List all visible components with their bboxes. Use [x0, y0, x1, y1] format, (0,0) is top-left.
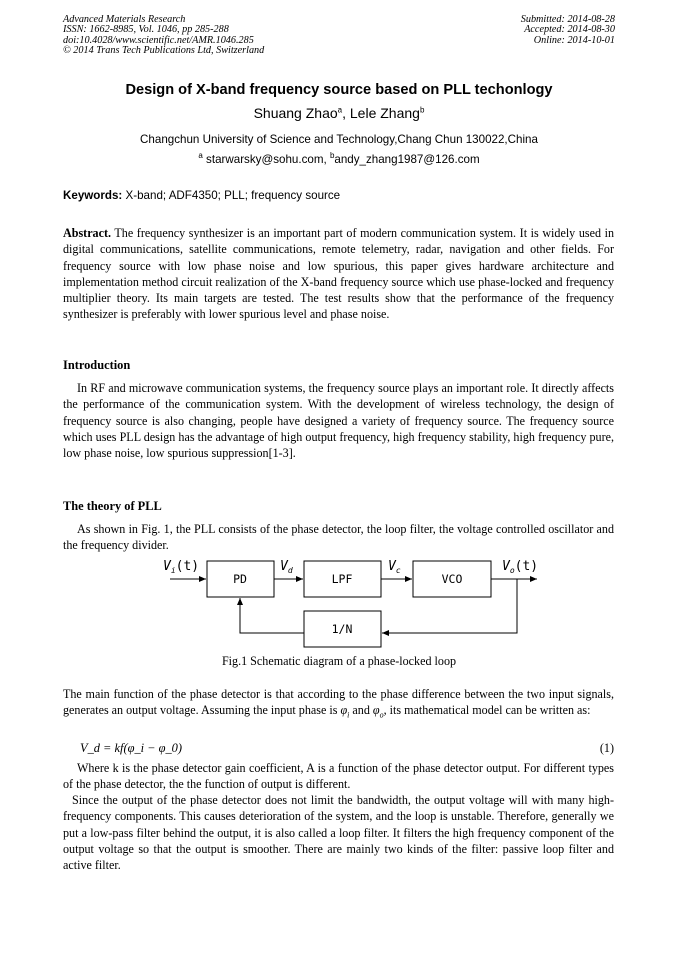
phi-i-sub: i: [347, 710, 350, 720]
affiliation: Changchun University of Science and Technology,Chang Chun 130022,China: [140, 133, 538, 146]
vo-arg: (t): [514, 559, 539, 574]
email-a[interactable]: starwarsky@sohu.com,: [202, 153, 330, 166]
phi-o: φ: [372, 703, 380, 718]
vo-signal-label: [502, 559, 538, 575]
journal-copyright: © 2014 Trans Tech Publications Ltd, Switzerland: [63, 45, 265, 57]
equation-number: (1): [599, 741, 614, 755]
introduction-text: In RF and microwave communication systems, the frequency source plays an important role. It directly affects the performance of the communication system. With the development of wireless technology, the design of frequency source is also changing, people have designed a variety of frequency source. The frequency source which uses PLL design has the advantage of high output frequency, high frequency stability, high frequency pure, low phase noise, low spurious suppression[1-3].: [63, 381, 614, 461]
journal-issn: ISSN: 1662-8985, Vol. 1046, pp 285-288: [63, 24, 229, 36]
phi-o-sub: o: [379, 710, 384, 720]
p1-after: , its mathematical model can be written as:: [383, 703, 591, 718]
submitted-date: Submitted: 2014-08-28: [520, 14, 615, 25]
author-2: Lele Zhang: [349, 105, 420, 121]
keywords-text: X-band; ADF4350; PLL; frequency source: [122, 189, 341, 202]
vd-signal-label: [280, 559, 293, 575]
abstract-text: The frequency synthesizer is an important part of modern communication system. It is widely used in digital communications, satellite communications, remote telemetry, radar, navigation and other fields. For frequency source with low phase noise and low spurious, this paper gives hardware architecture and implementation method circuit realization of the X-band frequency source which use phase-locked and frequency multiplier theory. Its main targets are tested. The test results show that the performance of the frequency synthesizer is preferably with lower spurious level and phase noise.: [63, 226, 614, 322]
vco-label: VCO: [441, 572, 463, 586]
vd-sub: d: [287, 566, 293, 575]
introduction-heading: Introduction: [63, 358, 131, 372]
phase-detector-paragraph: [63, 686, 614, 724]
journal-name: Advanced Materials Research: [63, 14, 186, 25]
phi-i: φ: [340, 703, 348, 718]
author-1: Shuang Zhao: [253, 105, 338, 121]
online-date: Online: 2014-10-01: [533, 34, 615, 46]
vi-arg: (t): [175, 559, 200, 574]
accepted-date: Accepted: 2014-08-30: [524, 24, 615, 36]
and-word: and: [349, 703, 373, 718]
abstract-label: Abstract.: [63, 226, 112, 240]
author-2-mark: b: [419, 105, 425, 115]
equation-1: V_d = kf(φ_i − φ_0): [80, 741, 183, 755]
paper-title: Design of X-band frequency source based on PLL techonlogy: [125, 82, 553, 98]
keywords-label: Keywords:: [63, 189, 123, 202]
vi-main: V: [163, 559, 171, 574]
journal-doi[interactable]: doi:10.4028/www.scientific.net/AMR.1046.285: [63, 34, 254, 46]
pd-label: PD: [233, 572, 247, 586]
author-separator: ,: [342, 105, 350, 121]
author-1-mark: a: [337, 105, 343, 115]
email-a-mark: a: [198, 151, 203, 161]
vo-main: V: [502, 559, 510, 574]
vc-sub: c: [395, 566, 401, 575]
vi-signal-label: [163, 559, 199, 575]
divider-to-pd-arrow: [240, 598, 304, 633]
theory-text: As shown in Fig. 1, the PLL consists of the phase detector, the loop filter, the voltage controlled oscillator and the frequency divider.: [63, 522, 614, 553]
theory-heading: The theory of PLL: [63, 499, 162, 513]
vc-signal-label: [388, 559, 401, 575]
feedback-to-divider-arrow: [382, 579, 517, 633]
p1-before: The main function of the phase detector is that according to the phase difference between the two input signals, generates an output voltage. Assuming the input phase is: [63, 687, 614, 718]
vd-main: V: [280, 559, 288, 574]
divider-label: 1/N: [331, 622, 353, 636]
lpf-label: LPF: [331, 572, 353, 586]
figure-caption: Fig.1 Schematic diagram of a phase-locked loop: [221, 654, 457, 668]
email-b[interactable]: andy_zhang1987@126.com: [334, 153, 480, 166]
vc-main: V: [388, 559, 396, 574]
vi-sub: i: [170, 566, 176, 575]
loop-filter-paragraph: Since the output of the phase detector does not limit the bandwidth, the output voltage will with many high-frequency components. This causes deterioration of the system, and the loop is unstable. Therefore, generally we put a low-pass filter behind the output, it is also called a loop filter. It filters the high frequency component of the output voltage so that the output is smoother. There are mainly two kinds of the filter: passive loop filter and active filter.: [63, 793, 614, 873]
vo-sub: o: [509, 566, 515, 575]
gain-paragraph: Where k is the phase detector gain coefficient, A is a function of the phase detector output. For different types of the phase detector, the the function of output is different.: [63, 761, 614, 792]
email-b-mark: b: [329, 151, 335, 161]
